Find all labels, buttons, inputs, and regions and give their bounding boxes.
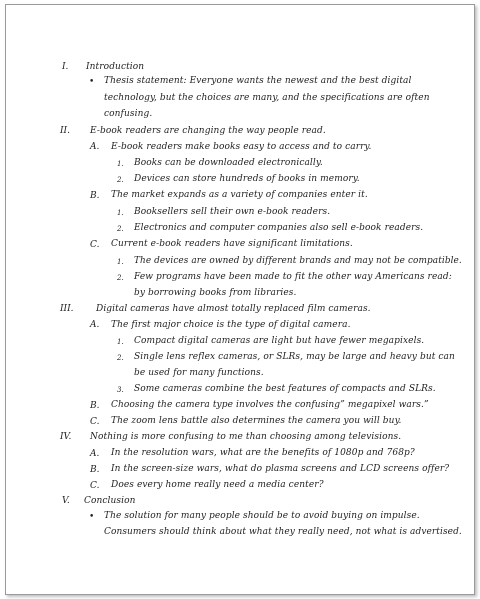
num-ii-c-1: 1. bbox=[117, 258, 124, 266]
item-iii-a-1: Compact digital cameras are light but have fewer megapixels. bbox=[134, 336, 425, 346]
bullet-conclusion: • bbox=[89, 512, 95, 522]
numeral-i: I. bbox=[62, 62, 69, 72]
bullet-thesis: • bbox=[89, 77, 95, 87]
item-ii-a-1: Books can be downloaded electronically. bbox=[134, 158, 323, 168]
conclusion-line-1: The solution for many people should be to avoid buying on impulse. bbox=[104, 511, 420, 521]
heading-conclusion: Conclusion bbox=[84, 496, 136, 506]
heading-introduction: Introduction bbox=[86, 62, 145, 72]
letter-iii-c: C. bbox=[90, 417, 100, 427]
item-ii-c-2-line-1: Few programs have been made to fit the other way Americans read: bbox=[134, 272, 452, 282]
letter-iv-b: B. bbox=[90, 465, 100, 475]
item-iv-c: Does every home really need a media center? bbox=[111, 480, 324, 490]
numeral-iv: IV. bbox=[60, 432, 72, 442]
num-ii-b-1: 1. bbox=[117, 209, 124, 217]
item-iii-a-2-line-2: be used for many functions. bbox=[134, 368, 264, 378]
item-ii-a: E-book readers make books easy to access and to carry. bbox=[111, 142, 372, 152]
item-ii-c: Current e-book readers have significant limitations. bbox=[111, 239, 353, 249]
letter-ii-b: B. bbox=[90, 191, 100, 201]
conclusion-line-2: Consumers should think about what they really need, not what is advertised. bbox=[104, 527, 462, 537]
heading-ii: E-book readers are changing the way people read. bbox=[90, 126, 326, 136]
item-iv-b: In the screen-size wars, what do plasma screens and LCD screens offer? bbox=[111, 464, 450, 474]
letter-iv-a: A. bbox=[90, 449, 100, 459]
heading-iv: Nothing is more confusing to me than choosing among televisions. bbox=[90, 432, 402, 442]
num-iii-a-2: 2. bbox=[117, 354, 124, 362]
item-iv-a: In the resolution wars, what are the benefits of 1080p and 768p? bbox=[111, 448, 415, 458]
num-ii-c-2: 2. bbox=[117, 274, 124, 282]
num-iii-a-1: 1. bbox=[117, 338, 124, 346]
letter-iv-c: C. bbox=[90, 481, 100, 491]
num-iii-a-3: 3. bbox=[117, 386, 124, 394]
numeral-ii: II. bbox=[60, 126, 70, 136]
item-ii-b-1: Booksellers sell their own e-book readers. bbox=[134, 207, 331, 217]
num-ii-a-2: 2. bbox=[117, 176, 124, 184]
letter-ii-a: A. bbox=[90, 142, 100, 152]
item-ii-b-2: Electronics and computer companies also sell e-book readers. bbox=[134, 223, 424, 233]
thesis-line-1: Thesis statement: Everyone wants the newest and the best digital bbox=[104, 76, 412, 86]
item-iii-c: The zoom lens battle also determines the camera you will buy. bbox=[111, 416, 402, 426]
item-ii-b: The market expands as a variety of companies enter it. bbox=[111, 190, 368, 200]
item-iii-b: Choosing the camera type involves the confusing” megapixel wars.” bbox=[111, 400, 429, 410]
heading-iii: Digital cameras have almost totally replaced film cameras. bbox=[96, 304, 371, 314]
item-ii-c-2-line-2: by borrowing books from libraries. bbox=[134, 288, 297, 298]
num-ii-a-1: 1. bbox=[117, 160, 124, 168]
thesis-line-2: technology, but the choices are many, and the specifications are often bbox=[104, 93, 430, 103]
item-ii-a-2: Devices can store hundreds of books in memory. bbox=[134, 174, 360, 184]
item-iii-a-3: Some cameras combine the best features of compacts and SLRs. bbox=[134, 384, 436, 394]
numeral-iii: III. bbox=[60, 304, 74, 314]
item-iii-a: The first major choice is the type of digital camera. bbox=[111, 320, 351, 330]
numeral-v: V. bbox=[62, 496, 70, 506]
thesis-line-3: confusing. bbox=[104, 109, 153, 119]
item-ii-c-1: The devices are owned by different brands and may not be compatible. bbox=[134, 256, 462, 266]
letter-ii-c: C. bbox=[90, 240, 100, 250]
letter-iii-a: A. bbox=[90, 320, 100, 330]
item-iii-a-2-line-1: Single lens reflex cameras, or SLRs, may be large and heavy but can bbox=[134, 352, 455, 362]
num-ii-b-2: 2. bbox=[117, 225, 124, 233]
letter-iii-b: B. bbox=[90, 401, 100, 411]
